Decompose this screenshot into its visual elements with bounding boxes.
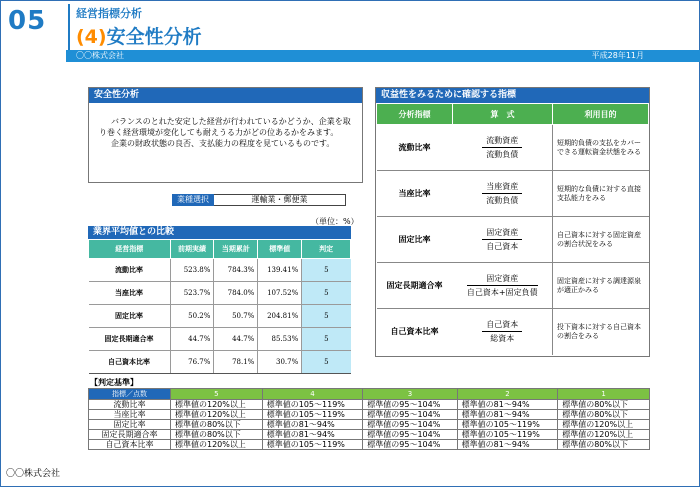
indicator-name: 固定長期適合率	[89, 328, 171, 351]
table-row	[89, 440, 650, 450]
table-row	[377, 263, 649, 309]
fraction	[482, 135, 522, 160]
criteria-cell: 標準値の105～119%	[457, 430, 558, 440]
numerator: 自己資本	[482, 319, 522, 332]
category-title: 経営指標分析	[76, 7, 142, 20]
purpose: 短期的負債の支払をカバーできる運転資金状態をみる	[553, 125, 649, 171]
table-row	[377, 171, 649, 217]
purpose: 固定資産に対する調達源泉が適正かみる	[553, 263, 649, 309]
page-number: 05	[8, 6, 47, 36]
comparison-header: 判定	[302, 240, 351, 259]
indicators-header-row	[377, 104, 649, 125]
safety-description	[99, 116, 357, 149]
safety-analysis-title: 安全性分析	[89, 88, 362, 103]
current-value: 44.7%	[214, 328, 258, 351]
fraction	[467, 273, 538, 298]
safety-paragraph-1: バランスのとれた安定した経営が行われているかどうか、企業を取り巻く経営環境が変化しても耐えうる力がどの位あるかをみます。	[99, 117, 351, 137]
prev-value: 523.7%	[170, 282, 214, 305]
judge-score: 5	[302, 351, 351, 374]
score-header: 4	[262, 389, 363, 400]
criteria-cell: 標準値の105～119%	[262, 410, 363, 420]
indicators-header: 利用目的	[553, 104, 649, 125]
indicators-box	[375, 87, 650, 357]
criteria-indicator: 固定比率	[89, 420, 171, 430]
denominator: 総資本	[490, 334, 515, 344]
formula	[453, 125, 553, 171]
indicators-title: 収益性をみるために確認する指標	[376, 88, 649, 103]
criteria-table	[88, 388, 650, 450]
criteria-cell: 標準値の105～119%	[262, 440, 363, 450]
criteria-cell: 標準値の120%以上	[171, 400, 263, 410]
title-text: 安全性分析	[106, 26, 202, 48]
criteria-indicator: 固定長期適合率	[89, 430, 171, 440]
table-row	[89, 410, 650, 420]
table-row	[89, 282, 351, 305]
denominator: 自己資本+固定負債	[466, 288, 538, 297]
criteria-indicator: 自己資本比率	[89, 440, 171, 450]
page-title	[76, 22, 202, 49]
numerator: 流動資産	[482, 135, 522, 148]
criteria-cell: 標準値の120%以上	[558, 430, 650, 440]
purpose: 投下資本に対する自己資本の割合をみる	[557, 322, 641, 340]
header-company: 〇〇株式会社	[76, 51, 124, 60]
fraction	[482, 319, 522, 344]
criteria-cell: 標準値の81～94%	[457, 410, 558, 420]
title-divider	[68, 4, 70, 50]
header-date: 平成28年11月	[591, 51, 644, 60]
criteria-title: 【判定基準】	[90, 378, 138, 387]
standard-value: 85.53%	[258, 328, 302, 351]
table-row	[89, 328, 351, 351]
safety-paragraph-2: 企業の財政状態の良否、支払能力の程度を見ているものです。	[111, 139, 335, 148]
indicator-name: 固定比率	[89, 305, 171, 328]
comparison-header-row	[89, 240, 351, 259]
criteria-header-row	[89, 389, 650, 400]
title-prefix: (4)	[76, 26, 107, 48]
denominator: 自己資本	[486, 242, 519, 251]
table-row	[89, 305, 351, 328]
standard-value: 139.41%	[258, 259, 302, 282]
formula	[453, 171, 553, 217]
current-value: 784.0%	[214, 282, 258, 305]
indicator-name: 当座比率	[89, 282, 171, 305]
comparison-header: 経営指標	[89, 240, 171, 259]
industry-comparison	[88, 226, 351, 374]
indicator-name: 自己資本比率	[89, 351, 171, 374]
standard-value: 107.52%	[258, 282, 302, 305]
table-row	[377, 125, 649, 171]
criteria-cell: 標準値の105～119%	[262, 400, 363, 410]
table-row	[89, 351, 351, 374]
table-row	[89, 430, 650, 440]
industry-label: 業種選択	[172, 194, 214, 206]
current-value: 78.1%	[214, 351, 258, 374]
criteria-section	[88, 378, 650, 450]
criteria-cell: 標準値の120%以上	[558, 420, 650, 430]
formula	[453, 217, 553, 263]
numerator: 固定資産	[482, 227, 522, 240]
judge-score: 5	[302, 259, 351, 282]
comparison-title: 業界平均値との比較	[88, 226, 351, 239]
criteria-cell: 標準値の80%以下	[558, 400, 650, 410]
criteria-cell: 標準値の95～104%	[363, 420, 457, 430]
table-row	[377, 217, 649, 263]
indicator-name: 当座比率	[377, 171, 453, 217]
criteria-cell: 標準値の81～94%	[262, 430, 363, 440]
criteria-cell: 標準値の105～119%	[457, 420, 558, 430]
comparison-table	[88, 239, 351, 374]
criteria-cell: 標準値の80%以下	[171, 420, 263, 430]
table-row	[89, 259, 351, 282]
criteria-cell: 標準値の80%以下	[558, 440, 650, 450]
prev-value: 76.7%	[170, 351, 214, 374]
score-header: 3	[363, 389, 457, 400]
indicator-name: 自己資本比率	[390, 327, 439, 337]
score-header: 2	[457, 389, 558, 400]
criteria-indicator: 流動比率	[89, 400, 171, 410]
table-row	[377, 309, 649, 355]
criteria-cell: 標準値の95～104%	[363, 400, 457, 410]
unit-note: （単位：%）	[311, 217, 359, 226]
current-value: 784.3%	[214, 259, 258, 282]
numerator: 当座資産	[482, 181, 522, 194]
table-row	[89, 420, 650, 430]
indicators-header: 分析指標	[377, 104, 453, 125]
criteria-cell: 標準値の120%以上	[171, 410, 263, 420]
score-header: 1	[558, 389, 650, 400]
numerator: 固定資産	[467, 273, 538, 286]
industry-select[interactable]: 運輸業・郵便業	[214, 194, 346, 206]
indicator-name: 流動比率	[89, 259, 171, 282]
criteria-cell: 標準値の120%以上	[171, 440, 263, 450]
comparison-header: 当期累計	[214, 240, 258, 259]
standard-value: 30.7%	[258, 351, 302, 374]
safety-analysis-box	[88, 87, 363, 183]
fraction	[482, 181, 522, 206]
criteria-cell: 標準値の95～104%	[363, 410, 457, 420]
formula	[453, 309, 553, 355]
indicator-name: 固定比率	[377, 217, 453, 263]
denominator: 流動負債	[486, 196, 519, 205]
criteria-cell: 標準値の81～94%	[457, 400, 558, 410]
criteria-cell: 標準値の81～94%	[262, 420, 363, 430]
indicators-table	[376, 103, 649, 355]
prev-value: 523.8%	[170, 259, 214, 282]
current-value: 50.7%	[214, 305, 258, 328]
criteria-cell: 標準値の95～104%	[363, 430, 457, 440]
indicators-header: 算 式	[453, 104, 553, 125]
denominator: 流動負債	[486, 150, 519, 159]
judge-score: 5	[302, 282, 351, 305]
prev-value: 50.2%	[170, 305, 214, 328]
criteria-indicator: 当座比率	[89, 410, 171, 420]
prev-value: 44.7%	[170, 328, 214, 351]
criteria-cell: 標準値の95～104%	[363, 440, 457, 450]
indicator-name: 流動比率	[377, 125, 453, 171]
judge-score: 5	[302, 305, 351, 328]
footer-company: 〇〇株式会社	[6, 469, 61, 479]
comparison-header: 標準値	[258, 240, 302, 259]
criteria-cell: 標準値の80%以下	[171, 430, 263, 440]
judge-score: 5	[302, 328, 351, 351]
purpose: 短期的な負債に対する直接支払能力をみる	[553, 171, 649, 217]
indicator-name: 固定長期適合率	[377, 263, 453, 309]
industry-selector[interactable]	[172, 194, 346, 206]
standard-value: 204.81%	[258, 305, 302, 328]
score-header: 5	[171, 389, 263, 400]
purpose: 自己資本に対する固定資産の割合状況をみる	[553, 217, 649, 263]
fraction	[482, 227, 522, 252]
criteria-cell: 標準値の80%以下	[558, 410, 650, 420]
formula	[453, 263, 553, 309]
table-row	[89, 400, 650, 410]
comparison-header: 前期実績	[170, 240, 214, 259]
criteria-cell: 標準値の81～94%	[457, 440, 558, 450]
header-bar	[66, 50, 700, 62]
criteria-corner: 指標／点数	[89, 389, 171, 400]
